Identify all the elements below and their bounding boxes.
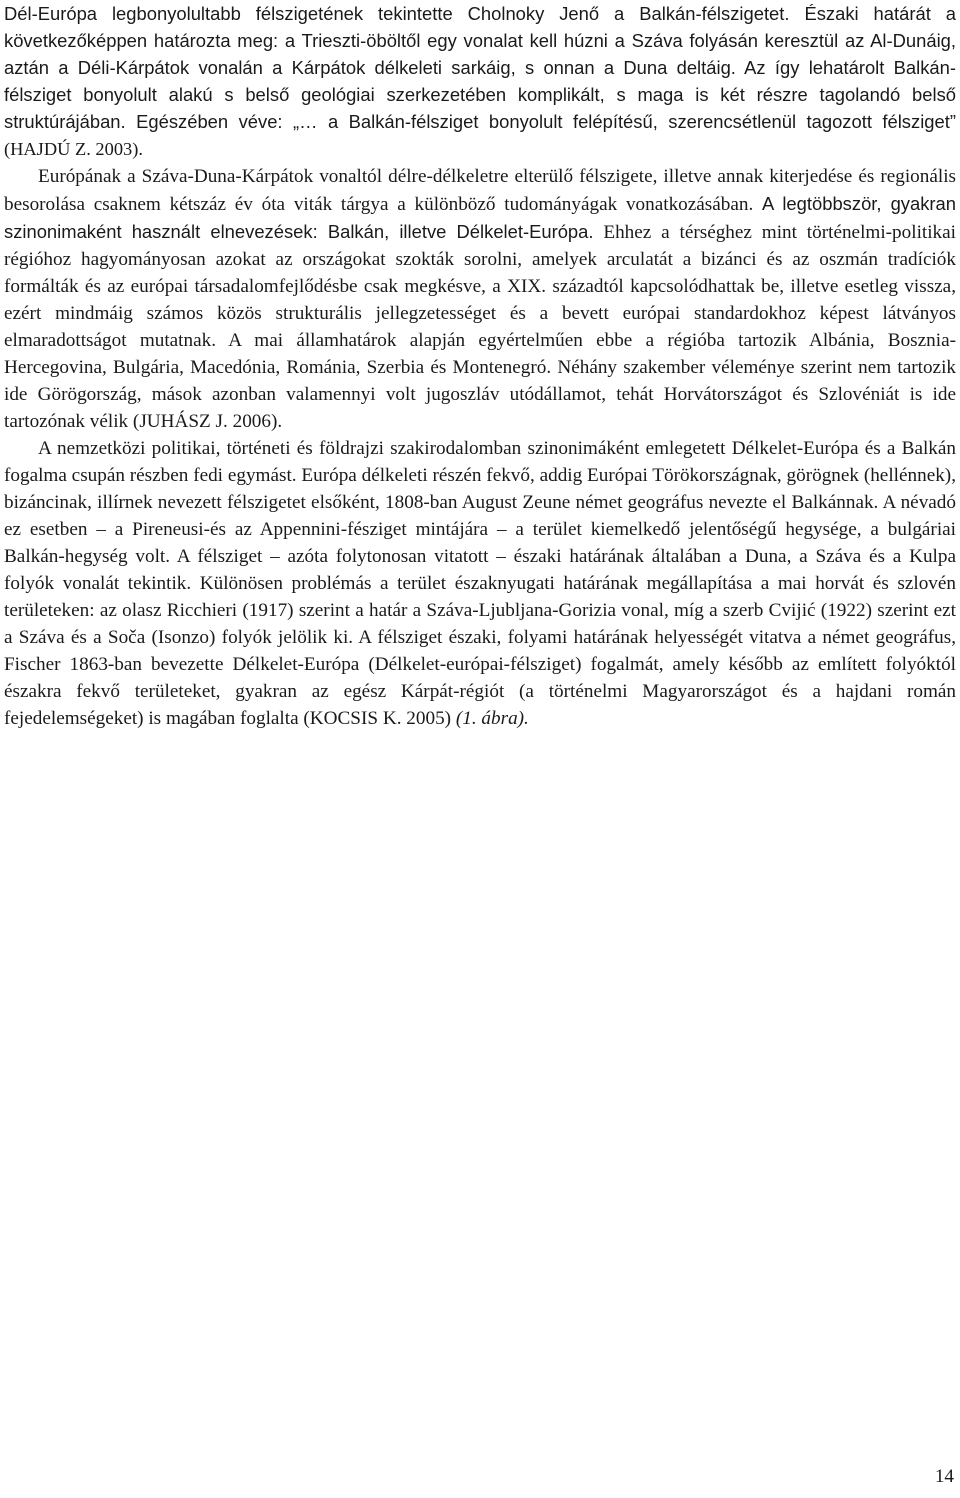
document-page — [4, 0, 956, 732]
paragraph-3-text: A nemzetközi politikai, történeti és földrajzi szakirodalomban szinonimáként emlegetett Délkelet-Európa és a Balkán fogalma csupán részben fedi egymást. Európa délkeleti részén fekvő, addig Európai Törökországnak, görögnek (hellénnek), bizáncinak, illírnek nevezett félszigetet elsőként, 1808-ban August Zeune német geográfus nevezte el Balkánnak. A névadó ez esetben – a Pireneusi-és az Appennini-fésziget mintájára – a terület kiemelkedő jelentőségű hegysége, a bulgáriai Balkán-hegység volt. A félsziget – azóta folytonosan vitatott – északi határának általában a Duna, a Száva és a Kulpa folyók vonalát tekintik. Különösen problémás a terület északnyugati határának megállapítása a mai horvát és szlovén területeken: az olasz Ricchieri (1917) szerint a határ a Száva-Ljubljana-Gorizia vonal, míg a szerb Cvijić (1922) szerint ezt a Száva és a Soča (Isonzo) folyók jelölik ki. A félsziget északi, folyami határának helyességét vitatva a német geográfus, Fischer 1863-ban bevezette Délkelet-Európa (Délkelet-európai-félsziget) fogalmát, amely később az említett folyóktól északra fekvő területeket, gyakran az egész Kárpát-régiót (a történelmi Magyarországot és a hajdani román fejedelemségeket) is magában foglalta (KOCSIS K. 2005) — [4, 438, 956, 729]
paragraph-1-quote: Egészében véve: „… a Balkán-félsziget bonyolult felépítésű, szerencsétlenül tagozott félsziget” — [136, 111, 956, 132]
figure-reference: (1. ábra). — [455, 708, 529, 729]
page-number: 14 — [934, 1466, 954, 1487]
paragraph-2-text: Európának a Száva-Duna-Kárpátok vonaltól délre-délkeletre elterülő félszigete, illetve annak kiterjedése és regionális besorolása csaknem kétszáz év óta viták tárgya a különböző tudományágak vonatkozásában. — [4, 166, 956, 215]
paragraph-1 — [4, 0, 956, 163]
paragraph-2-sans-text: A legtöbbször, gyakran szinonimaként használt elnevezések: Balkán, illetve Délkelet-Európa. — [4, 193, 957, 242]
paragraph-2 — [4, 163, 956, 435]
paragraph-3 — [4, 435, 956, 732]
paragraph-1-citation: (HAJDÚ Z. 2003). — [4, 139, 143, 159]
paragraph-1-text: Dél-Európa legbonyolultabb félszigetének tekintette Cholnoky Jenő a Balkán-félszigetet. Északi határát a következőképpen határozta meg: a Trieszti-öböltől egy vonalat kell húzni a Száva folyásán keresztül az Al-Dunáig, aztán a Déli-Kárpátok vonalán a Kárpátok délkeleti sarkáig, s onnan a Duna deltáig. Az így lehatárolt Balkán-félsziget bonyolult alakú s belső geológiai szerkezetében komplikált, s maga is két részre tagolandó belső struktúrájában. — [4, 3, 956, 132]
paragraph-2-rest: Ehhez a térséghez mint történelmi-politikai régióhoz hagyományosan azokat az országokat szokták sorolni, amelyek arculatát a bizánci és az oszmán tradíciók formálták és az európai társadalomfejlődésbe csak megkésve, a XIX. századtól kapcsolódhattak be, illetve esetleg vissza, ezért mindmáig számos közös strukturális jellegzetességet és a bevett európai standardokhoz képest látványos elmaradottságot mutatnak. A mai államhatárok alapján egyértelműen ebbe a régióba tartozik Albánia, Bosznia-Hercegovina, Bulgária, Macedónia, Románia, Szerbia és Montenegró. Néhány szakember véleménye szerint nem tartozik ide Görögország, mások azonban valamennyi volt jugoszláv utódállamot, tehát Horvátországot és Szlovéniát is ide tartozónak vélik (JUHÁSZ J. 2006). — [4, 222, 956, 432]
